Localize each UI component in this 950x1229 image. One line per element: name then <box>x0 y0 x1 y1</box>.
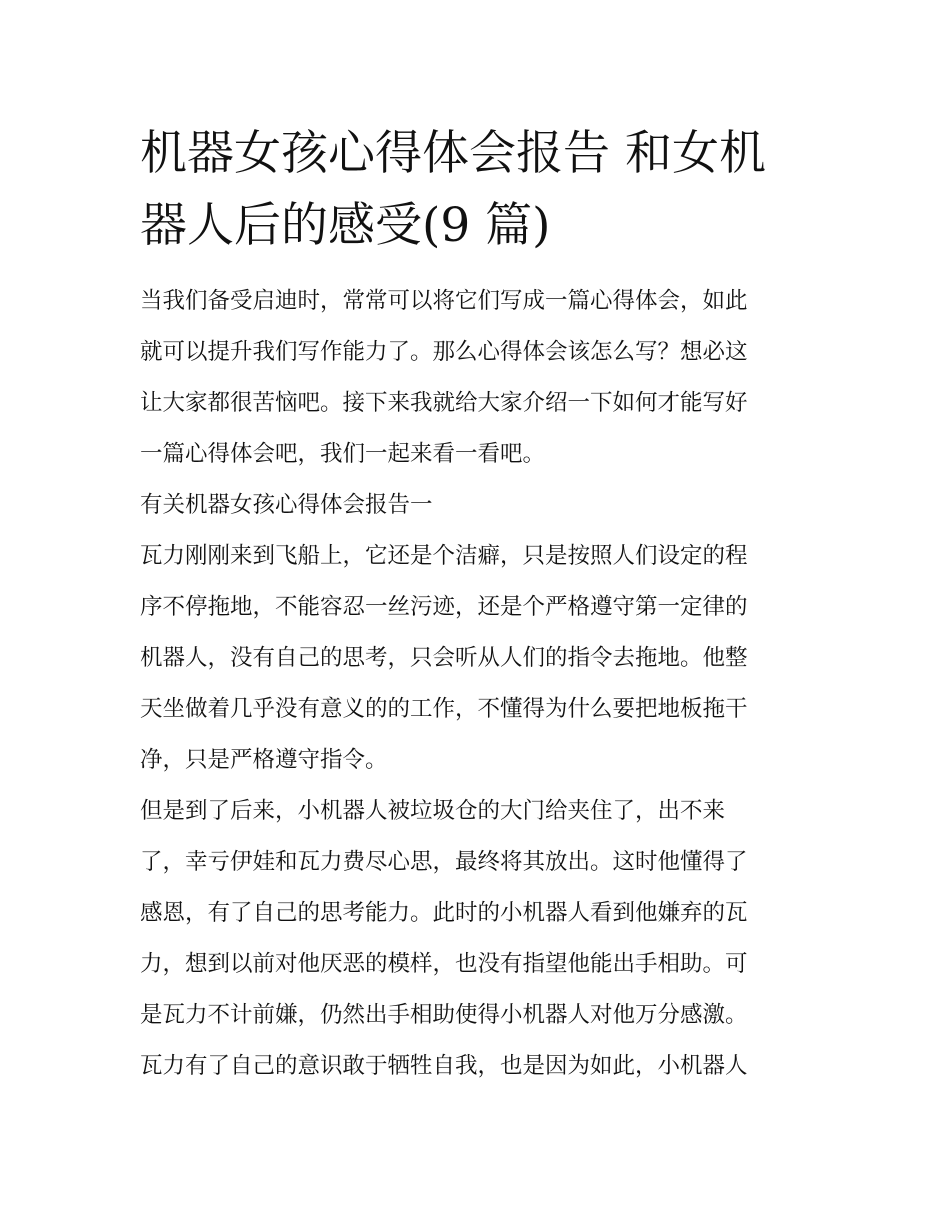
body-line: 当我们备受启迪时，常常可以将它们写成一篇心得体会，如此 <box>140 288 748 314</box>
body-line: 了，幸亏伊娃和瓦力费尽心思，最终将其放出。这时他懂得了 <box>140 849 748 875</box>
body-line: 一篇心得体会吧，我们一起来看一看吧。 <box>140 441 546 467</box>
body-line: 是瓦力不计前嫌，仍然出手相助使得小机器人对他万分感激。 <box>140 1002 748 1028</box>
body-line: 净，只是严格遵守指令。 <box>140 747 388 773</box>
body-line: 就可以提升我们写作能力了。那么心得体会该怎么写？想必这 <box>140 339 748 365</box>
body-line: 瓦力有了自己的意识敢于牺牲自我，也是因为如此，小机器人 <box>140 1053 748 1079</box>
document-body <box>140 276 820 1092</box>
body-line: 力，想到以前对他厌恶的模样，也没有指望他能出手相助。可 <box>140 951 748 977</box>
body-line: 天坐做着几乎没有意义的的工作，不懂得为什么要把地板拖干 <box>140 696 748 722</box>
body-line: 机器人，没有自己的思考，只会听从人们的指令去拖地。他整 <box>140 645 748 671</box>
title-line-2: 器人后的感受(9 篇) <box>140 198 551 253</box>
section-heading: 有关机器女孩心得体会报告一 <box>140 492 433 518</box>
body-line: 让大家都很苦恼吧。接下来我就给大家介绍一下如何才能写好 <box>140 390 748 416</box>
body-line: 但是到了后来，小机器人被垃圾仓的大门给夹住了，出不来 <box>140 798 726 824</box>
body-line: 感恩，有了自己的思考能力。此时的小机器人看到他嫌弃的瓦 <box>140 900 748 926</box>
body-line: 序不停拖地，不能容忍一丝污迹，还是个严格遵守第一定律的 <box>140 594 748 620</box>
title-line-1: 机器女孩心得体会报告 和女机 <box>140 126 766 181</box>
body-line: 瓦力刚刚来到飞船上，它还是个洁癖，只是按照人们设定的程 <box>140 543 748 569</box>
document-title <box>140 118 820 262</box>
